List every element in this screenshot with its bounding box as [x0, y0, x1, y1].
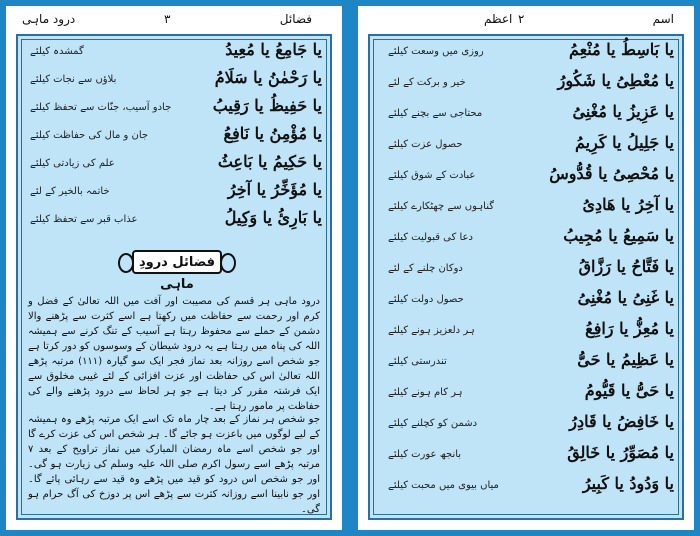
purpose-text: تندرستی کیلئے	[388, 356, 447, 367]
divine-names: یا غَنِیُ یا مُغْنِیُ	[577, 288, 674, 307]
left-header-title: درود ماہی	[22, 12, 76, 26]
left-page-header	[16, 10, 332, 32]
list-item	[370, 133, 682, 161]
left-page-number: ۳	[164, 12, 171, 26]
divine-names: یا سَمِیعُ یا مُجِیبُ	[563, 226, 674, 245]
list-item	[370, 40, 682, 68]
list-item	[18, 40, 330, 68]
divine-names: یا عَظِیمُ یا حَیُّ	[577, 350, 674, 369]
list-item	[370, 257, 682, 285]
purpose-text: عبادت کے شوق کیلئے	[388, 170, 476, 181]
right-header-section: اسم	[652, 12, 674, 26]
divine-names: یا مُؤْمِنُ یا نَافِعُ	[223, 124, 322, 143]
divine-names: یا مُحْصِیُ یا قُدُّوسُ	[549, 164, 674, 183]
list-item	[18, 152, 330, 180]
list-item	[370, 102, 682, 130]
divine-names: یا آخِرُ یا هَادِیُ	[582, 195, 674, 214]
list-item	[370, 164, 682, 192]
left-header-section: فضائل	[279, 12, 312, 26]
list-item	[18, 68, 330, 96]
left-page	[6, 6, 342, 530]
divine-names: یا جَلِیلُ یا کَرِیمُ	[574, 133, 674, 152]
divine-names: یا مُؤَخِّرُ یا آخِرُ	[227, 180, 322, 199]
right-page	[358, 6, 694, 530]
virtues-paragraph-2: جو شخص ہر نماز کے بعد چار ماہ تک اسے ایک مرتبہ پڑھے وہ ہمیشہ کے لیے لوگوں میں باعزت ہو جائے گا۔ ہر شخص اس کی عزت کرے گا اور جو شخص اسے ماہ رمضان المبارک میں نماز تراویح کے بعد ۷ مرتبہ پڑھے اسے رسول اکرم صلی اللہ علیہ وسلم کی زیارت ہو گی۔ اور جو شخص اس درود کو قید میں پڑھے وہ قید سے رہائی پائے گا۔ اور جو نابینا اسے روزانہ کثرت سے پڑھے اس پر دوزخ کی آگ حرام ہو گی۔	[28, 414, 320, 515]
purpose-text: حصول عزت کیلئے	[388, 139, 463, 150]
purpose-text: دعا کی قبولیت کیلئے	[388, 232, 473, 243]
list-item	[370, 443, 682, 471]
purpose-text: خیر و برکت کے لئے	[388, 77, 466, 88]
section-banner	[118, 246, 236, 292]
purpose-text: گمشدہ کیلئے	[30, 46, 84, 57]
divine-names: یا حَفِیظُ یا رَقِیبُ	[212, 96, 322, 115]
divine-names: یا حَیُّ یا قَیُّومُ	[584, 381, 674, 400]
right-page-header	[368, 10, 684, 32]
ornament-icon	[220, 253, 236, 273]
purpose-text: جادو آسیب، جنّات سے تحفظ کیلئے	[30, 102, 172, 113]
purpose-text: دشمن کو کچلنے کیلئے	[388, 418, 478, 429]
left-page-frame	[16, 34, 332, 520]
list-item	[370, 226, 682, 254]
list-item	[18, 96, 330, 124]
purpose-text: خاتمہ بالخیر کے لئے	[30, 186, 110, 197]
divine-names: یا جَامِعُ یا مُعِیدُ	[225, 40, 322, 59]
right-page-number: ۲	[518, 12, 525, 26]
list-item	[370, 412, 682, 440]
purpose-text: علم کی زیادتی کیلئے	[30, 158, 115, 169]
list-item	[370, 319, 682, 347]
purpose-text: گناہوں سے چھٹکارے کیلئے	[388, 201, 495, 212]
divine-names: یا خَافِضُ یا قَادِرُ	[569, 412, 674, 431]
banner-title: فضائل درودِ ماہی	[132, 250, 222, 274]
list-item	[370, 381, 682, 409]
purpose-text: جان و مال کی حفاظت کیلئے	[30, 130, 149, 141]
divine-names: یا حَکِیمُ یا بَاعِثُ	[217, 152, 322, 171]
list-item	[370, 288, 682, 316]
purpose-text: عذاب قبر سے تحفظ کیلئے	[30, 214, 138, 225]
purpose-text: محتاجی سے بچنے کیلئے	[388, 108, 483, 119]
book-gutter	[342, 0, 358, 536]
right-page-frame	[368, 34, 684, 520]
purpose-text: میاں بیوی میں محبت کیلئے	[388, 480, 499, 491]
list-item	[370, 350, 682, 378]
list-item	[18, 124, 330, 152]
purpose-text: حصول دولت کیلئے	[388, 294, 464, 305]
list-item	[18, 208, 330, 236]
divine-names: یا وَدُودُ یا کَبِیرُ	[582, 474, 674, 493]
divine-names: یا فَتَّاحُ یا رَزَّاقُ	[578, 257, 674, 276]
divine-names: یا رَحْمٰنُ یا سَلَامُ	[214, 68, 322, 87]
purpose-text: روزی میں وسعت کیلئے	[388, 46, 484, 57]
virtues-paragraph: درود ماہی ہر قسم کی مصیبت اور آفت میں اللہ تعالیٰ کے فضل و کرم اور رحمت سے حفاظت میں رکھتا ہے اسے کثرت سے پڑھنے والا دشمن کے حملے سے محفوظ رہتا ہے آسیب کے تنگ کرنے سے ہمیشہ اللہ کی پناہ میں رہتا ہے یہ درود شیطان کے وسوسوں کو دور کرتا ہے جو شخص اسے روزانہ بعد نماز فجر ایک سو گیارہ (۱۱۱) مرتبہ پڑھے اللہ تعالیٰ اس کی حفاظت اور عزت افزائی کے لئے غیبی مخلوق سے ایک فرشتہ مقرر کر دیتا ہے جو ہر لحاظ سے درود پڑھنے والے کی حفاظت پر مامور رہتا ہے۔	[28, 296, 320, 412]
purpose-text: بانجھ عورت کیلئے	[388, 449, 462, 460]
list-item	[18, 180, 330, 208]
divine-names: یا عَزِیزُ یا مُغْنِیُ	[572, 102, 674, 121]
purpose-text: ہر دلعزیز ہونے کیلئے	[388, 325, 475, 336]
purpose-text: ہر کام ہونے کیلئے	[388, 387, 463, 398]
list-item	[370, 195, 682, 223]
divine-names: یا مُصَوِّرُ یا خَالِقُ	[567, 443, 674, 462]
divine-names: یا بَارِئُ یا وَکِیلُ	[224, 208, 322, 227]
purpose-text: بلاؤں سے نجات کیلئے	[30, 74, 117, 85]
divine-names: یا مُعِزُّ یا رَافِعُ	[585, 319, 674, 338]
right-header-title: اعظم	[484, 12, 513, 26]
divine-names: یا بَاسِطُ یا مُنْعِمُ	[568, 40, 674, 59]
list-item	[370, 71, 682, 99]
purpose-text: دوکان چلنے کے لئے	[388, 263, 463, 274]
list-item	[370, 474, 682, 502]
divine-names: یا مُعْطِیُ یا شَکُورُ	[557, 71, 674, 90]
